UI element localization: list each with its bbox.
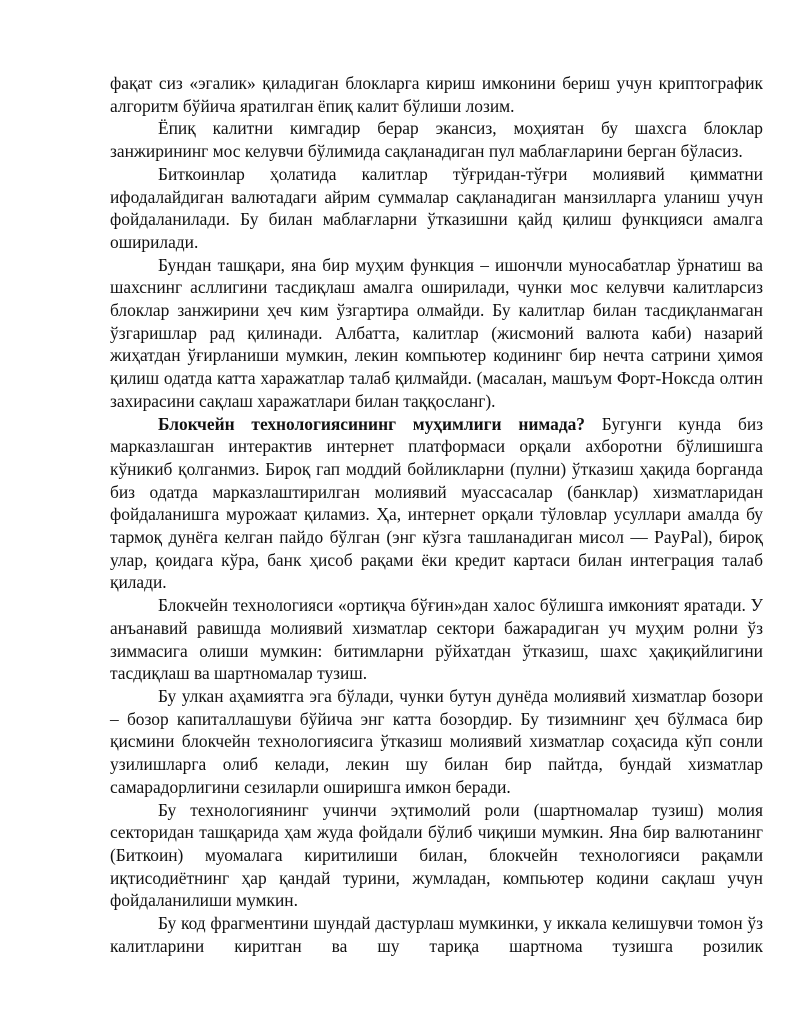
- paragraph: Бундан ташқари, яна бир муҳим функция – ишончли муносабатлар ўрнатиш ва шахснинг асллигини тасдиқлаш амалга оширилади, чунки мос келувчи калитларсиз блоклар занжирини ҳеч ким ўзгартира олмайди. Бу калитлар билан тасдиқланмаган ўзгаришлар рад қилинади. Албатта, калитлар (жисмоний валюта каби) назарий жиҳатдан ўғирланиши мумкин, лекин компьютер кодининг бир нечта сатрини ҳимоя қилиш одатда катта харажатлар талаб қилмайди. (масалан, машъум Форт-Ноксда олтин захирасини сақлаш харажатлари билан таққосланг).: [110, 254, 763, 411]
- paragraph: Бу технологиянинг учинчи эҳтимолий роли (шартномалар тузиш) молия секторидан ташқарида ҳам жуда фойдали бўлиб чиқиши мумкин. Яна бир валютанинг (Биткоин) муомалага киритилиши билан, блокчейн технологияси рақамли иқтисодиётнинг ҳар қандай турини, жумладан, компьютер кодини сақлаш учун фойдаланилиши мумкин.: [110, 799, 763, 911]
- paragraph: Биткоинлар ҳолатида калитлар тўғридан-тўғри молиявий қимматни ифодалайдиган валютадаги айрим суммалар сақланадиган манзилларга уланиш учун фойдаланилади. Бу билан маблағларни ўтказишни қайд қилиш функцияси амалга оширилади.: [110, 163, 763, 252]
- paragraph: фақат сиз «эгалик» қиладиган блокларга кириш имконини бериш учун криптографик алгоритм бўйича яратилган ёпиқ калит бўлиши лозим.: [110, 73, 763, 116]
- section-heading: Блокчейн технологиясининг муҳимлиги нимада?: [158, 413, 586, 434]
- paragraph-text: Бугунги кунда биз марказлашган интерактив интернет платформаси орқали ахборотни бўлишишга кўникиб қолганмиз. Бироқ гап моддий бойликларни (пулни) ўтказиш ҳақида борганда биз одатда марказлаштирилган молиявий муассасалар (банклар) хизматларидан фойдаланишга мурожаат қиламиз. Ҳа, интернет орқали тўловлар усуллари амалда бу тармоқ дунёга келган пайдо бўлган (энг кўзга ташланадиган мисол — PayPal), бироқ улар, қоидага кўра, банк ҳисоб рақами ёки кредит картаси билан интеграция талаб қилади.: [110, 413, 763, 593]
- paragraph: Блокчейн технологияси «ортиқча бўғин»дан халос бўлишга имконият яратади. У анъанавий равишда молиявий хизматлар сектори бажарадиган уч муҳим ролни ўз зиммасига олиши мумкин: битимларни рўйхатдан ўтказиш, шахс ҳақиқийлигини тасдиқлаш ва шартномалар тузиш.: [110, 595, 763, 684]
- paragraph: Ёпиқ калитни кимгадир берар экансиз, моҳиятан бу шахсга блоклар занжирининг мос келувчи бўлимида сақланадиган пул маблағларини берган бўласиз.: [110, 118, 763, 162]
- paragraph: [110, 413, 763, 595]
- paragraph: Бу улкан аҳамиятга эга бўлади, чунки бутун дунёда молиявий хизматлар бозори – бозор капиталлашуви бўйича энг катта бозордир. Бу тизимнинг ҳеч бўлмаса бир қисмини блокчейн технологиясига ўтказиш молиявий хизматлар соҳасида кўп сонли узилишларга олиб келади, лекин шу билан бир пайтда, бундай хизматлар самарадорлигини сезиларли оширишга имкон беради.: [110, 685, 763, 797]
- paragraph: Бу код фрагментини шундай дастурлаш мумкинки, у иккала келишувчи томон ўз калитларини киритган ва шу тариқа шартнома тузишга розилик: [110, 913, 763, 956]
- document-page: [110, 72, 763, 957]
